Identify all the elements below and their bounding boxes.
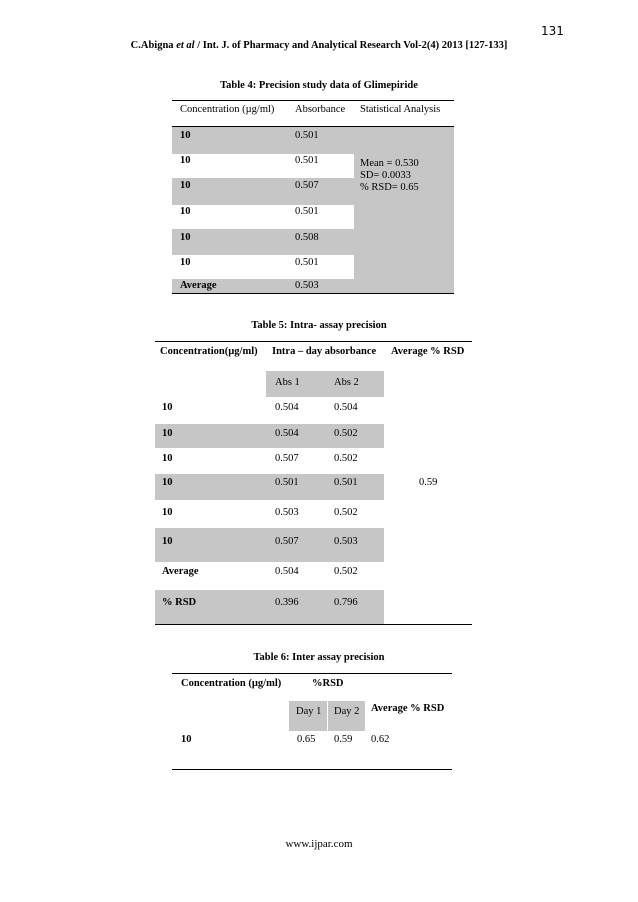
table5-cell-abs2: 0.502 — [334, 453, 358, 464]
table4-header-statistical-analysis: Statistical Analysis — [360, 104, 441, 115]
table4-header-concentration: Concentration (µg/ml) — [180, 104, 275, 115]
table4-stat-rsd: % RSD= 0.65 — [360, 182, 419, 193]
table5-cell-abs1: 0.504 — [275, 566, 299, 577]
table5-cell-abs1: 0.503 — [275, 507, 299, 518]
table6-subheader-divider — [327, 701, 328, 731]
table4-row-shade — [172, 127, 354, 154]
table4-stat-mean: Mean = 0.530 — [360, 158, 419, 169]
table5-cell-conc: % RSD — [162, 597, 197, 608]
table4-row-shade — [172, 229, 354, 255]
table5-top-rule — [155, 341, 472, 342]
table5-cell-abs1: 0.504 — [275, 402, 299, 413]
table5-cell-abs2: 0.503 — [334, 536, 358, 547]
table4-cell-conc: 10 — [180, 180, 191, 191]
table5-cell-conc: 10 — [162, 507, 173, 518]
table6-cell-conc: 10 — [181, 734, 192, 745]
footer-url: www.ijpar.com — [285, 838, 353, 850]
header-journal: / Int. J. of Pharmacy and Analytical Research Vol-2(4) 2013 [127-133] — [194, 40, 508, 51]
table4-caption: Table 4: Precision study data of Glimepiride — [220, 80, 418, 91]
running-header — [0, 40, 638, 51]
table4-bottom-rule — [172, 293, 454, 294]
table5-header-concentration: Concentration(µg/ml) — [160, 346, 258, 357]
table5-cell-abs2: 0.504 — [334, 402, 358, 413]
table5-cell-conc: 10 — [162, 477, 173, 488]
table5-caption: Table 5: Intra- assay precision — [251, 320, 387, 331]
table4-cell-conc: 10 — [180, 232, 191, 243]
table6-top-rule — [172, 673, 452, 674]
table6-cell-day2: 0.59 — [334, 734, 353, 745]
table4-cell-abs: 0.507 — [295, 180, 319, 191]
table4-cell-abs: 0.501 — [295, 155, 319, 166]
table5-cell-abs1: 0.504 — [275, 428, 299, 439]
table4-cell-conc: 10 — [180, 130, 191, 141]
table6-subheader-day2: Day 2 — [334, 706, 360, 717]
table5-header-avg-rsd: Average % RSD — [391, 346, 465, 357]
table5-subheader-abs1: Abs 1 — [275, 377, 300, 388]
table5-avg-rsd-value: 0.59 — [419, 477, 438, 488]
table5-cell-abs1: 0.501 — [275, 477, 299, 488]
table4-cell-conc: Average — [180, 280, 217, 291]
table4-header-absorbance: Absorbance — [295, 104, 346, 115]
table4-stats — [360, 158, 419, 194]
table4-cell-conc: 10 — [180, 257, 191, 268]
table6-header-concentration: Concentration (µg/ml) — [181, 678, 282, 689]
table4-row-shade — [172, 178, 354, 205]
table5-cell-conc: 10 — [162, 428, 173, 439]
table5-cell-conc: 10 — [162, 453, 173, 464]
table6-cell-avg: 0.62 — [371, 734, 390, 745]
table4-cell-abs: 0.501 — [295, 130, 319, 141]
table5-cell-abs2: 0.502 — [334, 507, 358, 518]
table5-cell-abs2: 0.502 — [334, 428, 358, 439]
table4-cell-conc: 10 — [180, 206, 191, 217]
table4-stat-sd: SD= 0.0033 — [360, 170, 411, 181]
table5-cell-conc: 10 — [162, 402, 173, 413]
table4-cell-conc: 10 — [180, 155, 191, 166]
table5-cell-abs1: 0.396 — [275, 597, 299, 608]
table6-header-avg-rsd: Average % RSD — [371, 703, 445, 714]
table5-header-intraday: Intra – day absorbance — [272, 346, 377, 357]
table5-subheader-abs2: Abs 2 — [334, 377, 359, 388]
table4-cell-abs: 0.501 — [295, 257, 319, 268]
header-etal: et al — [176, 40, 195, 51]
table5-cell-abs2: 0.502 — [334, 566, 358, 577]
table4-cell-abs: 0.508 — [295, 232, 319, 243]
table4-stats-shade — [354, 127, 454, 293]
table5-cell-conc: Average — [162, 566, 199, 577]
table4-cell-abs: 0.501 — [295, 206, 319, 217]
table5-cell-abs1: 0.507 — [275, 453, 299, 464]
table5-cell-abs2: 0.501 — [334, 477, 358, 488]
table6-cell-day1: 0.65 — [297, 734, 316, 745]
table6-bottom-rule — [172, 769, 452, 770]
table4-top-rule — [172, 100, 454, 101]
page-number: 131 — [541, 24, 564, 38]
table4-cell-abs: 0.503 — [295, 280, 319, 291]
table5-cell-conc: 10 — [162, 536, 173, 547]
table5-cell-abs1: 0.507 — [275, 536, 299, 547]
table6-header-rsd: %RSD — [312, 678, 344, 689]
table6-subheader-day1: Day 1 — [296, 706, 322, 717]
table5-cell-abs2: 0.796 — [334, 597, 358, 608]
table6-caption: Table 6: Inter assay precision — [253, 652, 385, 663]
header-author: C.Abigna — [130, 40, 177, 51]
table5-bottom-rule — [155, 624, 472, 625]
